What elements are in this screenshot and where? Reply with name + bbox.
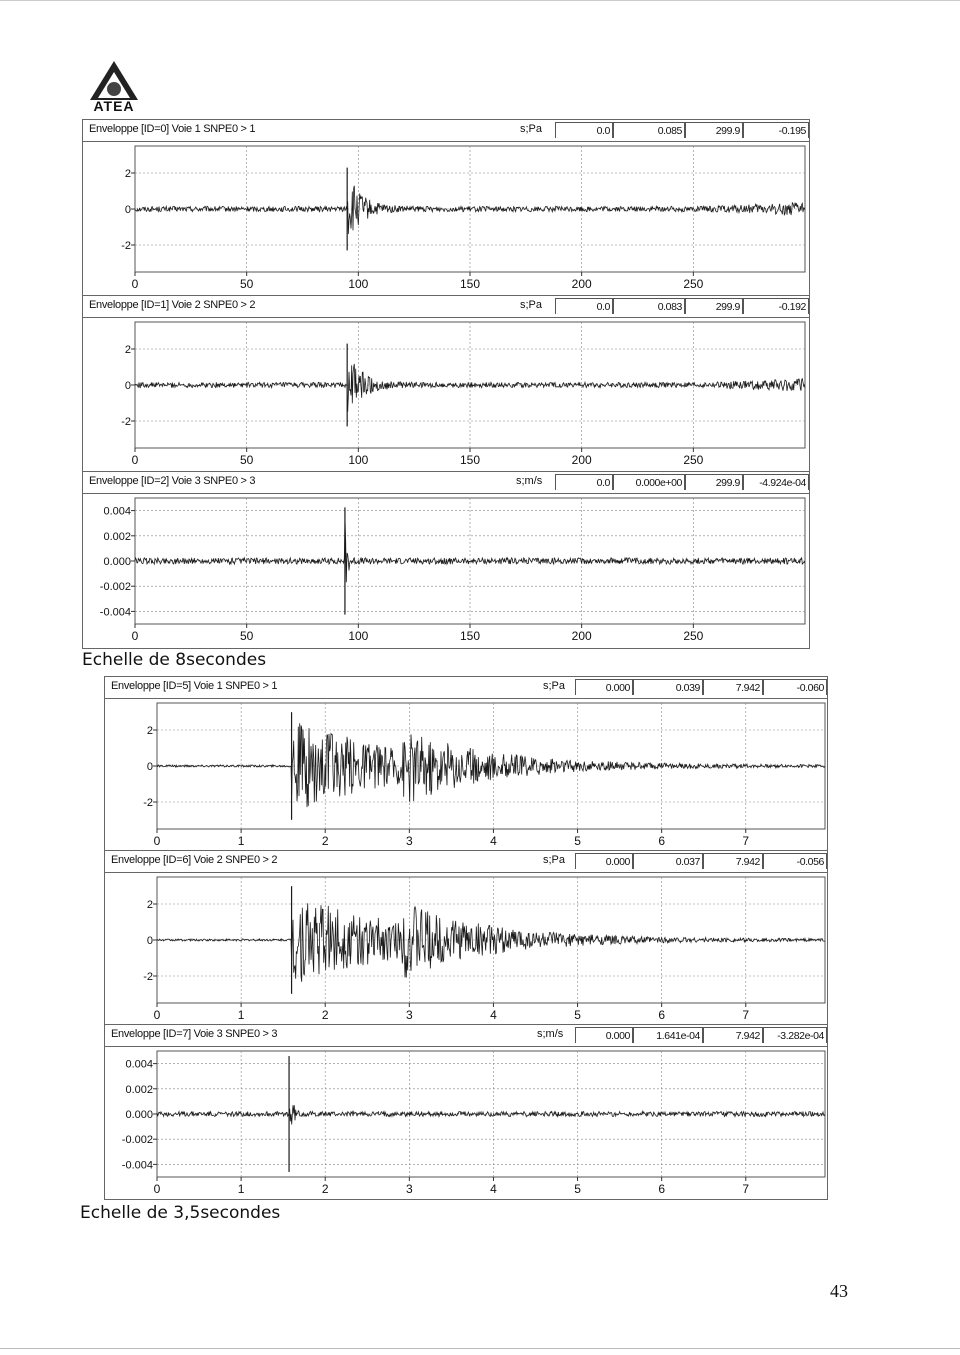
y-tick-label: 0.000	[103, 556, 131, 568]
panel-units: s;Pa	[543, 854, 566, 866]
x-tick-label: 50	[239, 629, 254, 643]
x-tick-label: 0	[153, 1182, 161, 1196]
chart-panel-1	[82, 295, 810, 473]
chart-panel-2	[82, 471, 810, 649]
x-tick-label: 3	[405, 1182, 413, 1196]
chart-panel-5	[104, 1024, 828, 1200]
page-top-edge	[0, 0, 960, 1]
panel-header	[83, 120, 809, 142]
y-tick-label: 2	[124, 168, 131, 180]
x-tick-label: 200	[571, 277, 592, 291]
x-tick-label: 7	[742, 834, 750, 848]
x-tick-label: 5	[574, 1182, 581, 1196]
y-tick-label: -2	[143, 971, 153, 983]
panel-value-ystart: 0.085	[613, 122, 685, 138]
panel-value-xstart: 0.000	[575, 679, 633, 695]
panel-header	[83, 472, 809, 494]
x-tick-label: 0	[131, 277, 139, 291]
x-tick-label: 2	[321, 1008, 329, 1022]
x-tick-label: 100	[348, 629, 369, 643]
panel-header	[105, 851, 827, 873]
panel-title: Enveloppe [ID=2] Voie 3 SNPE0 > 3	[89, 475, 256, 487]
panel-units: s;Pa	[520, 123, 543, 135]
caption-scale-8s: Echelle de 8secondes	[82, 650, 267, 670]
x-tick-label: 0	[153, 1008, 161, 1022]
panel-title: Enveloppe [ID=1] Voie 2 SNPE0 > 2	[89, 299, 256, 311]
y-tick-label: 0.002	[103, 530, 131, 543]
panel-units: s;m/s	[537, 1028, 564, 1040]
panel-title: Enveloppe [ID=6] Voie 2 SNPE0 > 2	[111, 854, 278, 866]
y-tick-label: 0.004	[125, 1058, 153, 1071]
y-tick-label: -2	[143, 797, 153, 809]
caption-scale-3-5s: Echelle de 3,5secondes	[80, 1203, 281, 1223]
x-tick-label: 0	[153, 834, 161, 848]
y-tick-label: -0.004	[99, 606, 131, 619]
x-tick-label: 2	[321, 1182, 329, 1196]
chart-2	[83, 494, 809, 648]
panel-units: s;Pa	[520, 299, 543, 311]
panel-value-xstart: 0.0	[555, 474, 613, 490]
panel-value-xstart: 0.000	[575, 853, 633, 869]
chart-panel-4	[104, 850, 828, 1026]
panel-value-xend: 299.9	[685, 298, 743, 314]
y-tick-label: -0.002	[121, 1134, 153, 1147]
panel-value-ystart: 0.039	[633, 679, 703, 695]
y-tick-label: -0.004	[121, 1159, 153, 1172]
panel-header	[83, 296, 809, 318]
x-tick-label: 200	[571, 629, 592, 643]
panel-value-xstart: 0.000	[575, 1027, 633, 1043]
panel-value-yend: -0.192	[743, 298, 809, 314]
panel-value-yend: -3.282e-04	[763, 1027, 827, 1043]
x-tick-label: 4	[490, 1182, 497, 1196]
x-tick-label: 2	[321, 834, 329, 848]
x-tick-label: 100	[348, 277, 369, 291]
x-tick-label: 4	[490, 834, 497, 848]
panel-header	[105, 1025, 827, 1047]
panel-value-ystart: 0.083	[613, 298, 685, 314]
panel-value-ystart: 0.000e+00	[613, 474, 685, 490]
logo-text: ATEA	[93, 98, 135, 114]
panel-units: s;m/s	[516, 475, 543, 487]
y-tick-label: 0.004	[103, 505, 131, 518]
panel-title: Enveloppe [ID=0] Voie 1 SNPE0 > 1	[89, 123, 256, 135]
y-tick-label: 0	[124, 380, 131, 392]
panel-title: Enveloppe [ID=5] Voie 1 SNPE0 > 1	[111, 680, 278, 692]
panel-title: Enveloppe [ID=7] Voie 3 SNPE0 > 3	[111, 1028, 278, 1040]
x-tick-label: 100	[348, 453, 369, 467]
x-tick-label: 1	[237, 1008, 245, 1022]
chart-1	[83, 318, 809, 472]
x-tick-label: 150	[459, 277, 481, 291]
page-bottom-edge	[0, 1348, 960, 1349]
panel-value-xstart: 0.0	[555, 122, 613, 138]
x-tick-label: 5	[574, 1008, 581, 1022]
x-tick-label: 4	[490, 1008, 497, 1022]
panel-value-ystart: 0.037	[633, 853, 703, 869]
y-tick-label: 0.000	[125, 1109, 153, 1121]
chart-3	[105, 699, 827, 851]
x-tick-label: 250	[683, 277, 704, 291]
panel-value-yend: -0.060	[763, 679, 827, 695]
x-tick-label: 3	[405, 1008, 413, 1022]
y-tick-label: 2	[146, 899, 153, 911]
x-tick-label: 150	[459, 453, 481, 467]
x-tick-label: 5	[574, 834, 581, 848]
x-tick-label: 7	[742, 1008, 750, 1022]
y-tick-label: 0.002	[125, 1083, 153, 1096]
panel-header	[105, 677, 827, 699]
y-tick-label: -0.002	[99, 581, 131, 594]
atea-triangle-logo-icon	[86, 58, 142, 102]
chart-4	[105, 873, 827, 1025]
chart-5	[105, 1047, 827, 1199]
panel-value-yend: -0.195	[743, 122, 809, 138]
x-tick-label: 6	[658, 834, 666, 848]
panel-value-xend: 7.942	[703, 679, 763, 695]
chart-panel-3	[104, 676, 828, 852]
y-tick-label: 0	[146, 761, 153, 773]
y-tick-label: 0	[124, 204, 131, 216]
x-tick-label: 50	[239, 277, 254, 291]
panel-value-ystart: 1.641e-04	[633, 1027, 703, 1043]
x-tick-label: 250	[683, 453, 704, 467]
x-tick-label: 1	[237, 1182, 245, 1196]
y-tick-label: 0	[146, 935, 153, 947]
panel-value-yend: -0.056	[763, 853, 827, 869]
x-tick-label: 0	[131, 629, 139, 643]
y-tick-label: 2	[146, 725, 153, 737]
y-tick-label: -2	[121, 240, 131, 252]
x-tick-label: 0	[131, 453, 139, 467]
y-tick-label: 2	[124, 344, 131, 356]
y-tick-label: -2	[121, 416, 131, 428]
panel-value-xend: 7.942	[703, 853, 763, 869]
atea-logo	[86, 58, 142, 116]
x-tick-label: 50	[239, 453, 254, 467]
x-tick-label: 6	[658, 1182, 666, 1196]
panel-units: s;Pa	[543, 680, 566, 692]
chart-panel-0	[82, 119, 810, 297]
x-tick-label: 7	[742, 1182, 750, 1196]
x-tick-label: 250	[683, 629, 704, 643]
x-tick-label: 6	[658, 1008, 666, 1022]
x-tick-label: 1	[237, 834, 245, 848]
x-tick-label: 3	[405, 834, 413, 848]
x-tick-label: 150	[459, 629, 481, 643]
panel-value-xstart: 0.0	[555, 298, 613, 314]
panel-value-xend: 299.9	[685, 122, 743, 138]
panel-value-xend: 299.9	[685, 474, 743, 490]
panel-value-yend: -4.924e-04	[743, 474, 809, 490]
panel-value-xend: 7.942	[703, 1027, 763, 1043]
x-tick-label: 200	[571, 453, 592, 467]
page-number: 43	[830, 1281, 848, 1301]
chart-0	[83, 142, 809, 296]
